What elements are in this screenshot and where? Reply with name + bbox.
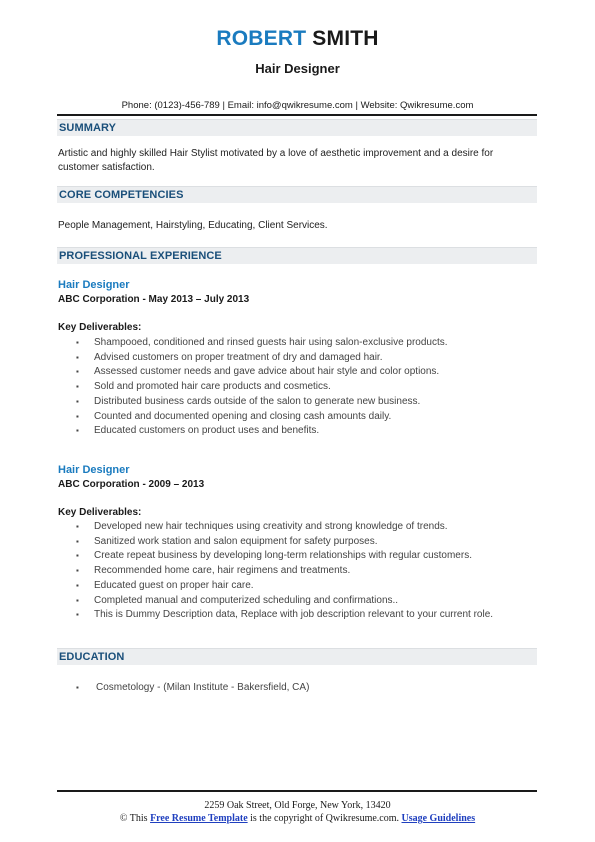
candidate-title: Hair Designer: [255, 61, 340, 76]
list-item: ▪ Assessed customer needs and gave advice about hair style and color options.: [58, 365, 536, 380]
competencies-text: People Management, Hairstyling, Educating, Client Services.: [58, 220, 328, 231]
list-item: ▪ Sold and promoted hair care products and cosmetics.: [58, 380, 536, 395]
list-item: ▪ Distributed business cards outside of the salon to generate new business.: [58, 395, 536, 410]
contact-line: Phone: (0123)-456-789 | Email: info@qwikresume.com | Website: Qwikresume.com: [121, 100, 474, 111]
copyright-prefix: © This: [119, 813, 151, 824]
job-1-title: Hair Designer: [58, 279, 130, 291]
list-item: ▪ Shampooed, conditioned and rinsed guests hair using salon-exclusive products.: [58, 336, 536, 351]
job-2-deliverables-label: Key Deliverables:: [58, 507, 142, 518]
usage-guidelines-link[interactable]: Usage Guidelines: [401, 813, 476, 824]
list-item: ▪ Recommended home care, hair regimens and treatments.: [58, 564, 536, 579]
list-item: ▪ Developed new hair techniques using creativity and strong knowledge of trends.: [58, 520, 536, 535]
list-item: ▪ This is Dummy Description data, Replace with job description relevant to your current role.: [58, 608, 536, 623]
job-2-title: Hair Designer: [58, 464, 130, 476]
job-2-company: ABC Corporation - 2009 – 2013: [58, 479, 205, 490]
job-1-company: ABC Corporation - May 2013 – July 2013: [58, 294, 250, 305]
competencies-heading-bar: [57, 186, 537, 203]
education-heading-bar: [57, 648, 537, 665]
list-item: ▪ Counted and documented opening and closing cash amounts daily.: [58, 410, 536, 425]
list-item: ▪ Completed manual and computerized scheduling and confirmations..: [58, 594, 536, 609]
footer-divider: [57, 790, 537, 792]
free-resume-template-link[interactable]: Free Resume Template: [150, 813, 248, 824]
list-item: ▪ Create repeat business by developing long-term relationships with regular customers.: [58, 549, 536, 564]
footer-copyright: [0, 812, 595, 825]
header-divider: [57, 114, 537, 116]
experience-heading: PROFESSIONAL EXPERIENCE: [59, 250, 222, 262]
job-2-deliverables-list: [58, 520, 536, 623]
list-item: ▪ Educated customers on product uses and benefits.: [58, 424, 536, 439]
list-item: ▪ Educated guest on proper hair care.: [58, 579, 536, 594]
summary-heading-bar: [57, 119, 537, 136]
education-heading: EDUCATION: [59, 651, 125, 663]
copyright-middle: is the copyright of Qwikresume.com.: [247, 813, 402, 824]
experience-heading-bar: [57, 247, 537, 264]
list-item: ▪ Cosmetology - (Milan Institute - Bakersfield, CA): [58, 681, 536, 696]
last-name: SMITH: [312, 27, 379, 50]
list-item: ▪ Advised customers on proper treatment of dry and damaged hair.: [58, 351, 536, 366]
job-1-deliverables-label: Key Deliverables:: [58, 322, 142, 333]
summary-text: Artistic and highly skilled Hair Stylist motivated by a love of aesthetic improvement and a desire for customer satisfaction.: [58, 148, 494, 173]
list-item: ▪ Sanitized work station and salon equipment for safety purposes.: [58, 535, 536, 550]
competencies-heading: CORE COMPETENCIES: [59, 189, 184, 201]
education-list: [58, 681, 536, 696]
first-name: ROBERT: [216, 27, 307, 50]
job-1-deliverables-list: [58, 336, 536, 439]
candidate-name: [0, 26, 595, 52]
footer-address: 2259 Oak Street, Old Forge, New York, 13420: [204, 800, 391, 811]
summary-heading: SUMMARY: [59, 122, 117, 134]
